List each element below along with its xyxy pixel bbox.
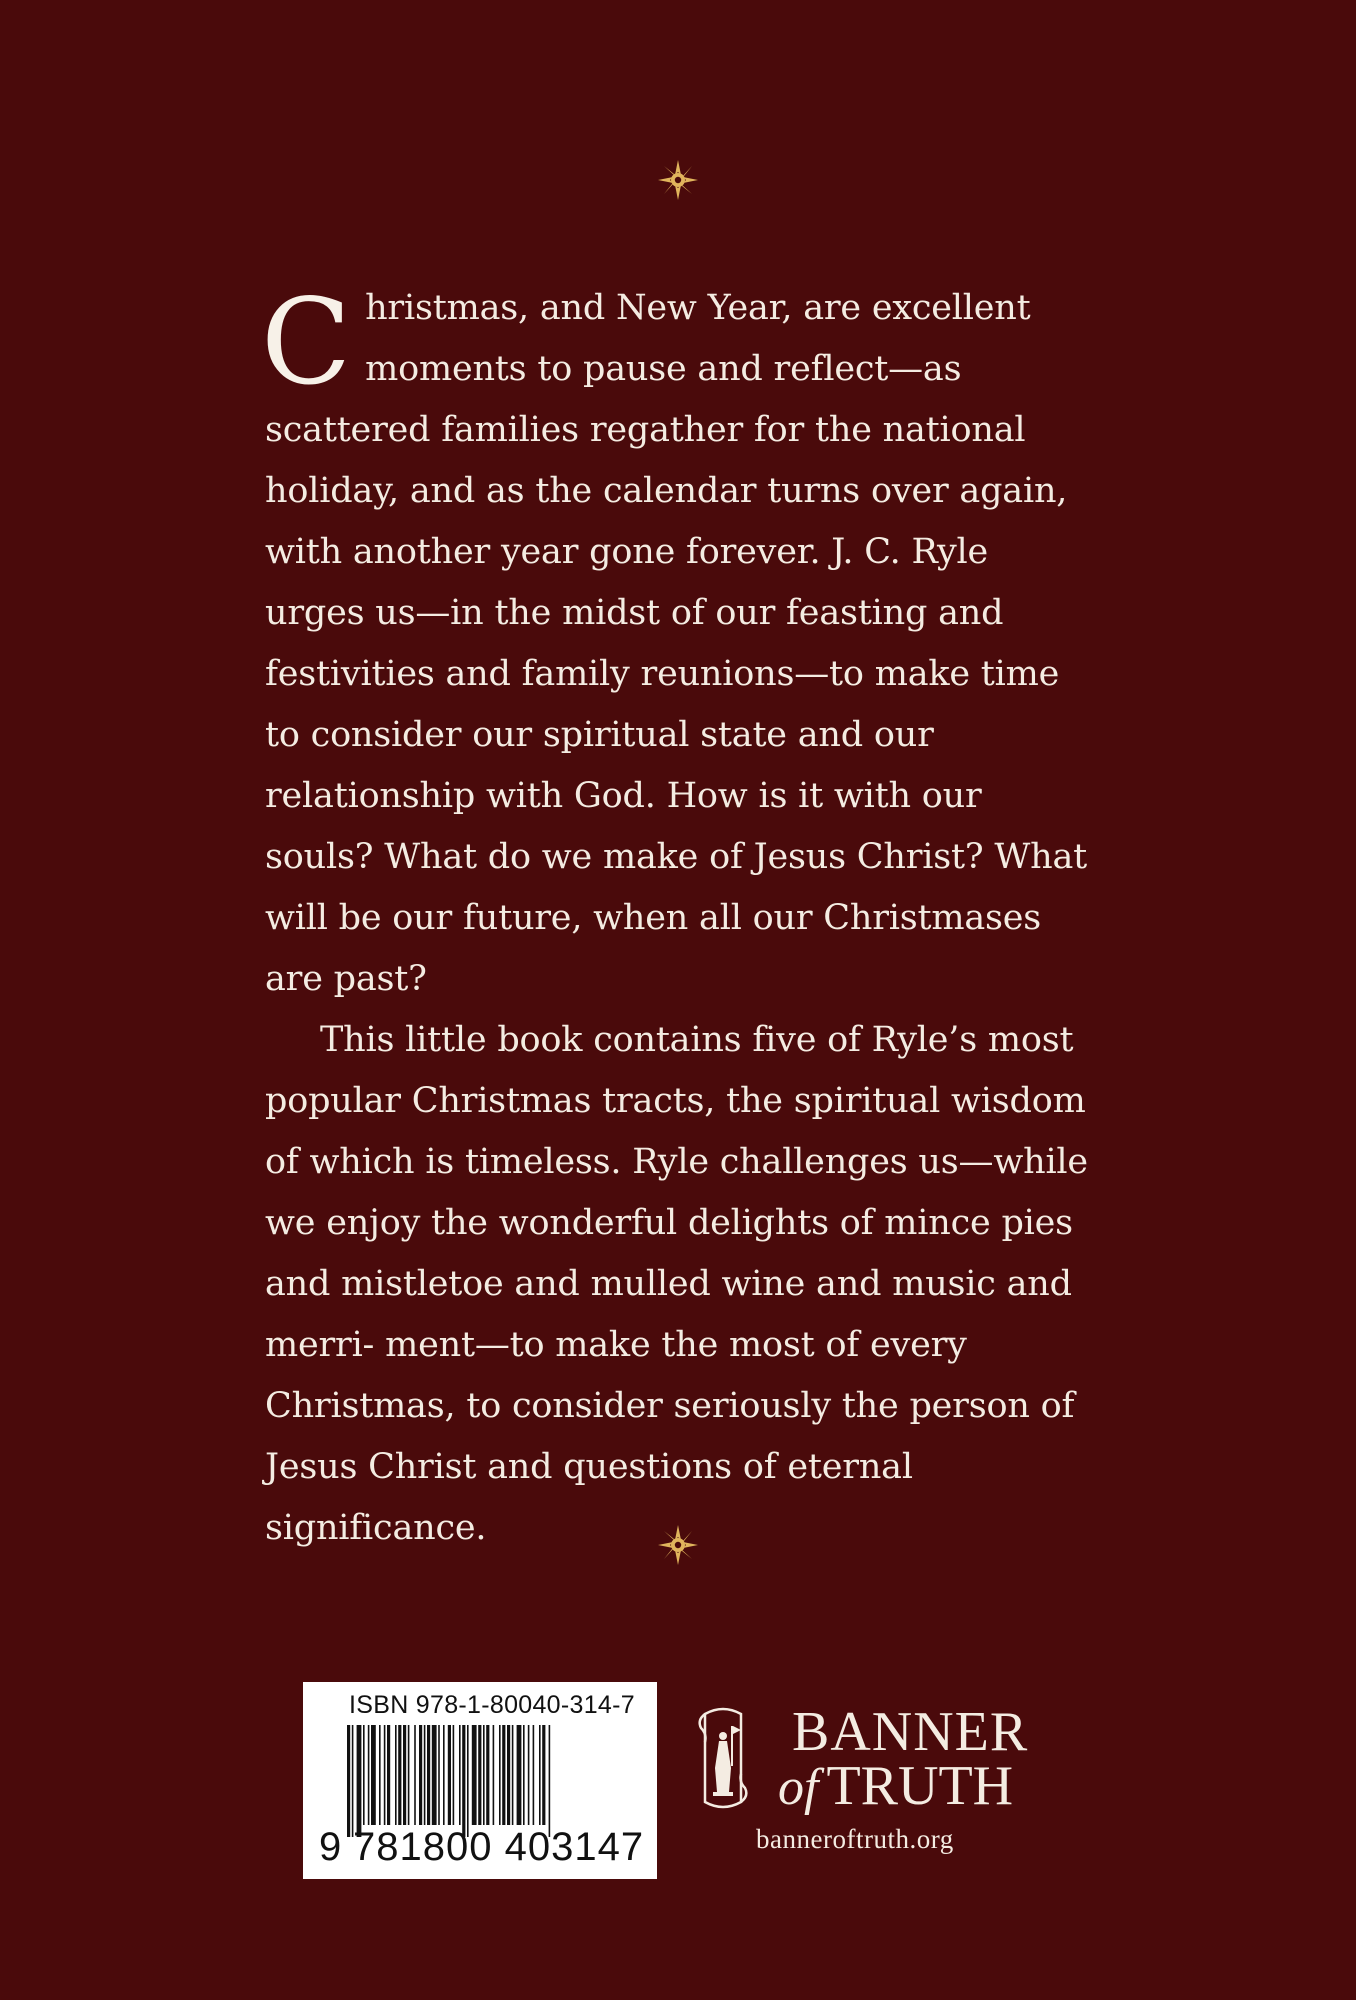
isbn-label: ISBN 978-1-80040-314-7 [349,1691,635,1719]
barcode-first-digit: 9 [319,1825,343,1869]
barcode-bars [347,1725,613,1837]
barcode-bar [486,1725,489,1825]
barcode-bar [499,1725,501,1825]
blurb-paragraph-1-text: hristmas, and New Year, are excellent moments to pause and reflect—as scattered families regather for the national holiday, and as the calendar turns over again, with another year gone forever. J. C. Ryle urges us—in the midst of our feasting and festivities and family reunions—to make time to consider our spiritual state and our relationship with God. How is it with our souls? What do we make of Jesus Christ? What will be our future, when all our Christmases are past? [265,288,1087,999]
barcode-bar [539,1725,541,1825]
publisher-name-line1: BANNER [792,1701,1029,1763]
barcode-bar [549,1725,551,1837]
barcode-bar [414,1725,416,1825]
star-ornament-bottom [656,1523,700,1567]
barcode-bar [427,1725,430,1825]
barcode-bar [357,1725,362,1837]
barcode-bar [398,1725,401,1825]
barcode-bar [387,1725,390,1825]
barcode-bar [533,1725,535,1825]
barcode-bar [472,1725,477,1825]
barcode-bar [424,1725,426,1825]
barcode-bar [408,1725,410,1825]
blurb-paragraph-2: This little book contains five of Ryle’s most popular Christmas tracts, the spiritual wisdom of which is timeless. Ryle challenges us—while we enjoy the wonderful delights of mince pies and mistletoe and mulled wine and music and merri- ment—to make the most of every Christmas, to consider seriously the person of Jesus Christ and questions of eternal significance. [265,1020,1088,1548]
barcode-bar [395,1725,397,1825]
barcode-bar [419,1725,422,1825]
barcode-bar [517,1725,522,1825]
barcode-digit-groups: 781800 403147 [353,1825,645,1869]
blurb-paragraph-1 [261,273,1095,1010]
barcode-bar [368,1725,370,1825]
barcode-bar [467,1725,469,1837]
barcode-bar [363,1725,365,1825]
barcode-bar [371,1725,376,1825]
back-cover-blurb [261,273,1095,1559]
barcode-bar [462,1725,465,1837]
barcode-bar [528,1725,530,1825]
barcode-bar [502,1725,505,1825]
barcode-bar [478,1725,481,1825]
barcode-bar [512,1725,514,1825]
publisher-url: banneroftruth.org [756,1824,954,1854]
isbn-barcode [303,1682,657,1879]
barcode-bar [507,1725,510,1825]
barcode-bar [352,1725,354,1837]
barcode-bar [523,1725,525,1825]
star-ornament-top [656,158,700,202]
barcode-bar [403,1725,406,1825]
barcode-bar [483,1725,485,1825]
star-icon [656,1523,700,1567]
barcode-bar [432,1725,437,1825]
barcode-bar [542,1725,545,1825]
barcode-bar [448,1725,451,1825]
barcode-bar [443,1725,445,1825]
barcode-bar [379,1725,381,1825]
publisher-name-of: of [778,1759,819,1816]
barcode-digits [319,1825,644,1870]
barcode-bar [384,1725,386,1825]
publisher-name-line2 [778,1756,1013,1818]
star-icon [656,158,700,202]
publisher-name-truth: TRUTH [826,1755,1014,1817]
barcode-bar [438,1725,440,1825]
publisher-logo [690,1700,1050,1880]
barcode-bar [459,1725,461,1825]
barcode-bar [453,1725,455,1825]
drop-cap: C [261,273,352,411]
barcode-bar [347,1725,350,1837]
publisher-emblem-icon [693,1706,753,1814]
barcode-bar [493,1725,495,1825]
